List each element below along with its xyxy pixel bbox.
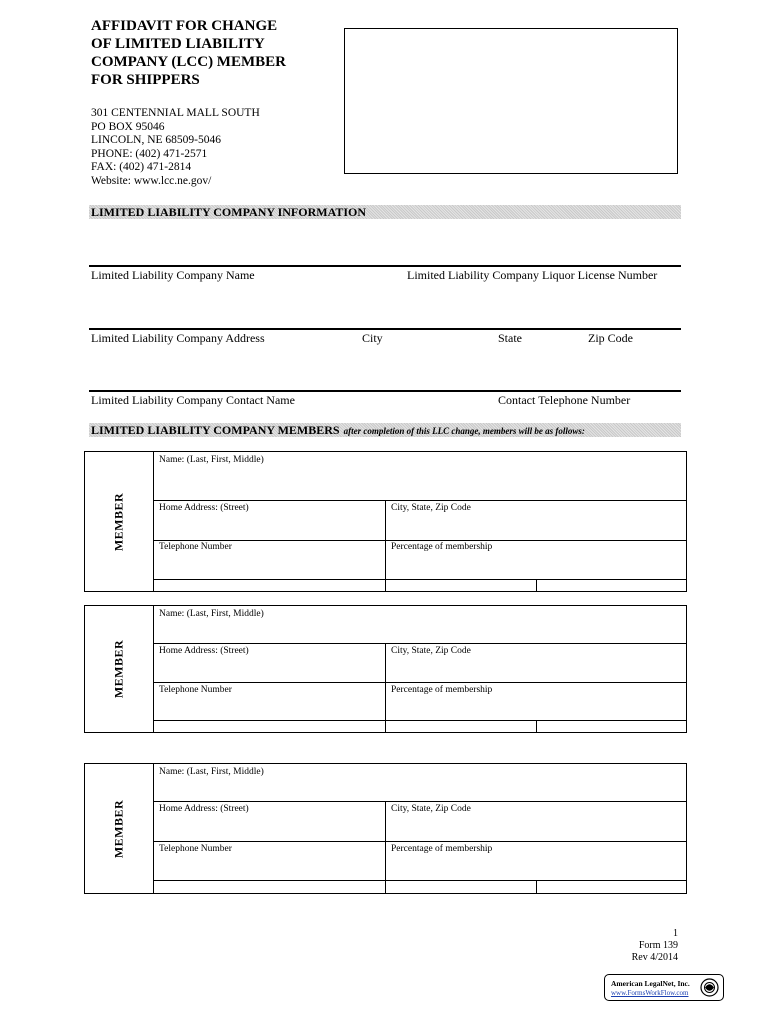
office-use-box xyxy=(344,28,678,174)
contact-name-label: Limited Liability Company Contact Name xyxy=(91,393,295,407)
member-side-panel xyxy=(85,764,154,893)
page-number: 1 xyxy=(673,928,678,939)
state-label: State xyxy=(498,331,522,345)
section-title: LIMITED LIABILITY COMPANY INFORMATION xyxy=(91,205,367,219)
company-address-line[interactable] xyxy=(89,328,681,330)
address-line: LINCOLN, NE 68509-5046 xyxy=(91,134,221,146)
telephone-label: Telephone Number xyxy=(159,542,232,552)
telephone-label: Telephone Number xyxy=(159,685,232,695)
city-state-zip-label: City, State, Zip Code xyxy=(391,804,471,814)
address-line: Website: www.lcc.ne.gov/ xyxy=(91,174,212,187)
contact-line[interactable] xyxy=(89,390,681,392)
publisher-name: American LegalNet, Inc. xyxy=(611,979,690,988)
seal-icon xyxy=(700,978,719,997)
row-divider xyxy=(153,540,686,541)
member-block xyxy=(84,451,687,592)
name-label: Name: (Last, First, Middle) xyxy=(159,609,264,619)
name-label: Name: (Last, First, Middle) xyxy=(159,455,264,465)
license-number-label: Limited Liability Company Liquor License Number xyxy=(407,268,658,282)
member-side-label: MEMBER xyxy=(111,799,126,858)
row-divider xyxy=(153,880,686,881)
address-line: 301 CENTENNIAL MALL SOUTH xyxy=(91,107,260,119)
address-line: PO BOX 95046 xyxy=(91,120,165,133)
member-side-panel xyxy=(85,452,154,591)
city-state-zip-label: City, State, Zip Code xyxy=(391,503,471,513)
publisher-link[interactable]: www.FormsWorkFlow.com xyxy=(611,989,689,997)
section-title: LIMITED LIABILITY COMPANY MEMBERS xyxy=(91,423,340,437)
member-block xyxy=(84,763,687,894)
title-line: FOR SHIPPERS xyxy=(91,72,200,88)
telephone-label: Telephone Number xyxy=(159,844,232,854)
section-note: after completion of this LLC change, members will be as follows: xyxy=(343,426,585,436)
row-divider xyxy=(153,720,686,721)
city-state-zip-label: City, State, Zip Code xyxy=(391,646,471,656)
column-divider xyxy=(385,643,386,732)
row-divider xyxy=(153,500,686,501)
home-address-label: Home Address: (Street) xyxy=(159,646,249,656)
zip-code-label: Zip Code xyxy=(588,331,633,345)
member-block xyxy=(84,605,687,733)
company-name-line[interactable] xyxy=(89,265,681,267)
revision-date: Rev 4/2014 xyxy=(631,952,678,963)
address-line: FAX: (402) 471-2814 xyxy=(91,161,192,173)
title-line: OF LIMITED LIABILITY xyxy=(91,36,265,52)
agency-address xyxy=(91,107,260,188)
title-line: AFFIDAVIT FOR CHANGE xyxy=(91,18,278,34)
column-divider xyxy=(536,720,537,732)
row-divider xyxy=(153,643,686,644)
percentage-label: Percentage of membership xyxy=(391,685,493,695)
percentage-label: Percentage of membership xyxy=(391,542,493,552)
publisher-logo[interactable] xyxy=(604,974,724,1001)
name-label: Name: (Last, First, Middle) xyxy=(159,767,264,777)
company-address-label: Limited Liability Company Address xyxy=(91,331,265,345)
row-divider xyxy=(153,801,686,802)
column-divider xyxy=(536,579,537,591)
percentage-label: Percentage of membership xyxy=(391,844,493,854)
section-header-company-info xyxy=(89,205,681,219)
row-divider xyxy=(153,682,686,683)
column-divider xyxy=(536,880,537,893)
column-divider xyxy=(385,500,386,591)
member-side-label: MEMBER xyxy=(111,492,126,551)
member-side-panel xyxy=(85,606,154,732)
company-name-label: Limited Liability Company Name xyxy=(91,268,255,282)
contact-phone-label: Contact Telephone Number xyxy=(498,393,631,407)
section-header-members xyxy=(89,423,681,437)
address-line: PHONE: (402) 471-2571 xyxy=(91,147,208,160)
form-number: Form 139 xyxy=(638,940,678,951)
home-address-label: Home Address: (Street) xyxy=(159,804,249,814)
city-label: City xyxy=(362,331,383,345)
member-side-label: MEMBER xyxy=(111,639,126,699)
form-footer xyxy=(632,928,678,964)
column-divider xyxy=(385,801,386,893)
title-line: COMPANY (LCC) MEMBER xyxy=(91,54,286,70)
row-divider xyxy=(153,841,686,842)
home-address-label: Home Address: (Street) xyxy=(159,503,249,513)
form-title xyxy=(91,17,331,89)
row-divider xyxy=(153,579,686,580)
